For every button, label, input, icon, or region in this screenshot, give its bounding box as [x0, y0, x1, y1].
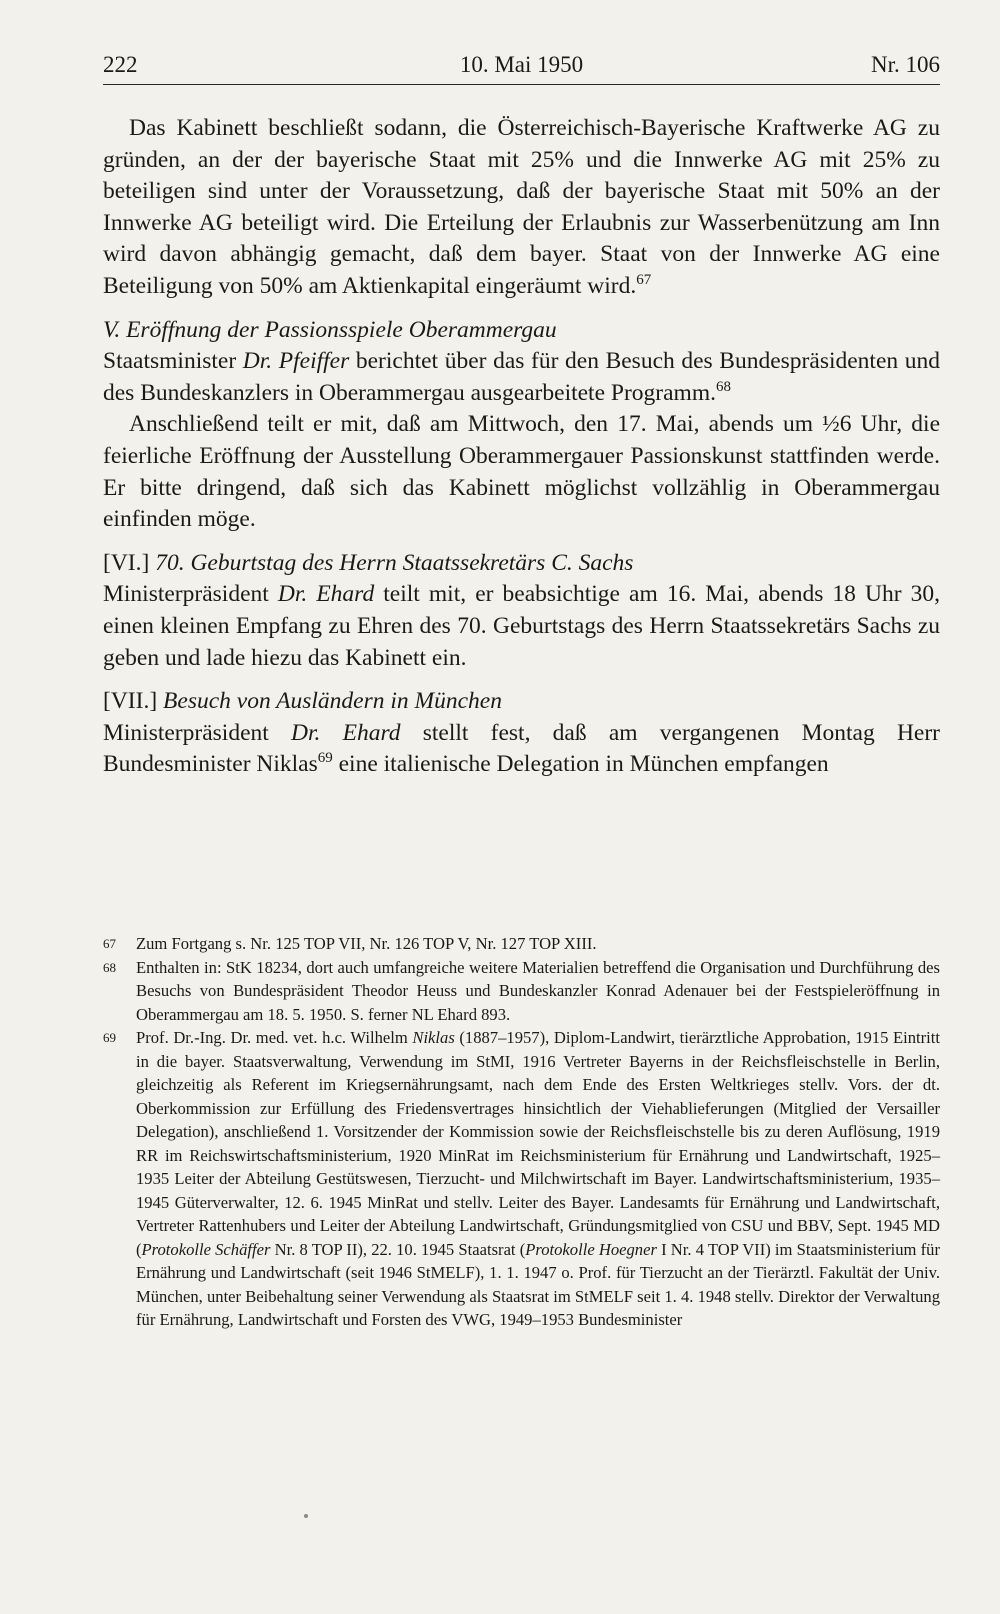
footnote-number: 67	[103, 936, 116, 951]
print-speck	[304, 1514, 308, 1518]
footnotes	[103, 932, 940, 1332]
footnote-text-d: I Nr. 4 TOP VII) im Staatsministerium für Ernährung und Landwirtschaft (seit 1946 StMELF), 1. 1. 1947 o. Prof. für Tierzucht an der Tierärztl. Fakultät der Univ. München, unter Beibehaltung seiner Verwendung als Staatsrat im StMELF seit 1. 4. 1948 stellv. Direktor der Verwaltung für Ernährung, Landwirtschaft und Forsten des VWG, 1949–1953 Bundesminister	[136, 1239, 940, 1329]
person-name: Niklas	[412, 1028, 455, 1047]
footnote-68	[103, 956, 940, 1027]
section-number: [VII.]	[103, 688, 158, 715]
paragraph-4	[103, 579, 940, 674]
header-issue: Nr. 106	[871, 52, 940, 77]
body-text	[103, 113, 940, 781]
paragraph-5-text-a: Ministerpräsident	[103, 719, 291, 746]
source-reference: Protokolle Hoegner	[525, 1239, 657, 1259]
footnote-number: 69	[103, 1030, 116, 1045]
person-name: Dr. Ehard	[277, 581, 375, 608]
footnote-text-c: Nr. 8 TOP II), 22. 10. 1945 Staatsrat (	[270, 1239, 526, 1259]
section-title: Besuch von Ausländern in München	[157, 688, 502, 715]
page-number: 222	[103, 52, 138, 77]
person-name: Dr. Pfeiffer	[242, 348, 350, 375]
footnote-ref-69[interactable]: 69	[317, 750, 333, 767]
paragraph-4-text-a: Ministerpräsident	[103, 581, 278, 608]
paragraph-2-text-a: Staatsminister	[103, 348, 243, 375]
paragraph-4-text-b: teilt mit, er beabsichtige am 16. Mai, abends 18 Uhr 30, einen kleinen Empfang zu Ehren des 70. Geburtstags des Herrn Staatssekretärs Sachs zu geben und lade hiezu das Kabinett ein.	[103, 581, 940, 671]
footnote-number: 68	[103, 959, 116, 975]
footnote-67	[103, 932, 940, 956]
paragraph-1-text: Das Kabinett beschließt sodann, die Österreichisch-Bayerische Kraftwerke AG zu gründen, an der der bayerische Staat mit 25% und die Innwerke AG mit 25% zu beteiligen sind unter der Voraussetzung, daß der bayerische Staat mit 50% an der Innwerke AG beteiligt wird. Die Erteilung der Erlaubnis zur Wasserbenützung am Inn wird davon abhängig gemacht, daß dem bayer. Staat von der Innwerke AG eine Beteiligung von 50% am Aktienkapital eingeräumt wird.	[103, 115, 940, 299]
paragraph-5-text-b: stellt fest, daß am vergangenen Montag Herr Bundesminister Niklas	[103, 719, 940, 778]
footnote-ref-67[interactable]: 67	[636, 271, 652, 288]
paragraph-5-text-c: eine italienische Delegation in München empfangen	[332, 751, 829, 778]
section-number: [VI.]	[103, 549, 150, 576]
paragraph-2	[103, 346, 940, 409]
footnote-text-a: Prof. Dr.-Ing. Dr. med. vet. h.c. Wilhelm	[136, 1028, 413, 1047]
section-title: 70. Geburtstag des Herrn Staatssekretärs C. Sachs	[149, 549, 634, 576]
source-reference: Protokolle Schäffer	[141, 1239, 271, 1259]
footnote-text: Zum Fortgang s. Nr. 125 TOP VII, Nr. 126 TOP V, Nr. 127 TOP XIII.	[136, 934, 597, 953]
paragraph-5	[103, 718, 940, 781]
footnote-text: Enthalten in: StK 18234, dort auch umfangreiche weitere Materialien betreffend die Organisation und Durchführung des Besuchs von Bundespräsident Theodor Heuss und Bundeskanzler Konrad Adenauer bei der Festspieleröffnung in Oberammergau am 18. 5. 1950. S. ferner NL Ehard 893.	[136, 957, 940, 1024]
section-heading-vi	[103, 548, 940, 580]
paragraph-1	[103, 113, 940, 303]
paragraph-2-text-b: berichtet über das für den Besuch des Bundespräsidenten und des Bundeskanzlers in Oberammergau ausgearbeitete Programm.	[103, 348, 940, 406]
page-header	[103, 50, 940, 85]
footnote-text-b: (1887–1957), Diplom-Landwirt, tierärztliche Approbation, 1915 Eintritt in die bayer. Staatsverwaltung, Verwendung im StMI, 1916 Vertreter Bayerns in der Reichsfleischstelle in Berlin, gleichzeitig als Referent im Kriegsernährungsamt, nach dem Ende des Ersten Weltkrieges stellv. Vors. der dt. Oberkommission zur Erfüllung des Friedensvertrages hinsichtlich der Viehablieferungen (Mitglied der Versailler Delegation), anschließend 1. Vorsitzender der Kommission sowie der Reichsfleischstelle bis zu deren Auflösung, 1919 RR im Reichswirtschaftsministerium, 1920 MinRat im Reichsministerium für Ernährung und Landwirtschaft, 1925–1935 Leiter der Abteilung Gestütswesen, Tierzucht- und Milchwirtschaft im Bayer. Landwirtschaftsministerium, 1935–1945 Güterverwalter, 12. 6. 1945 MinRat und stellv. Leiter des Bayer. Landesamts für Ernährung und Landwirtschaft, Vertreter Rattenhubers und Leiter der Abteilung Landwirtschaft, Gründungsmitglied von CSU und BBV, Sept. 1945 MD (	[136, 1028, 940, 1259]
paragraph-3: Anschließend teilt er mit, daß am Mittwoch, den 17. Mai, abends um ½6 Uhr, die feierliche Eröffnung der Ausstellung Oberammergauer Passionskunst stattfinden werde. Er bitte dringend, daß sich das Kabinett möglichst vollzählig in Oberammergau einfinden möge.	[103, 411, 940, 533]
footnote-69	[103, 1026, 940, 1332]
footnote-ref-68[interactable]: 68	[715, 378, 731, 395]
header-date: 10. Mai 1950	[459, 52, 584, 77]
section-heading-vii	[103, 686, 940, 718]
section-heading-v: V. Eröffnung der Passionsspiele Oberammergau	[103, 316, 557, 343]
person-name: Dr. Ehard	[291, 719, 401, 746]
